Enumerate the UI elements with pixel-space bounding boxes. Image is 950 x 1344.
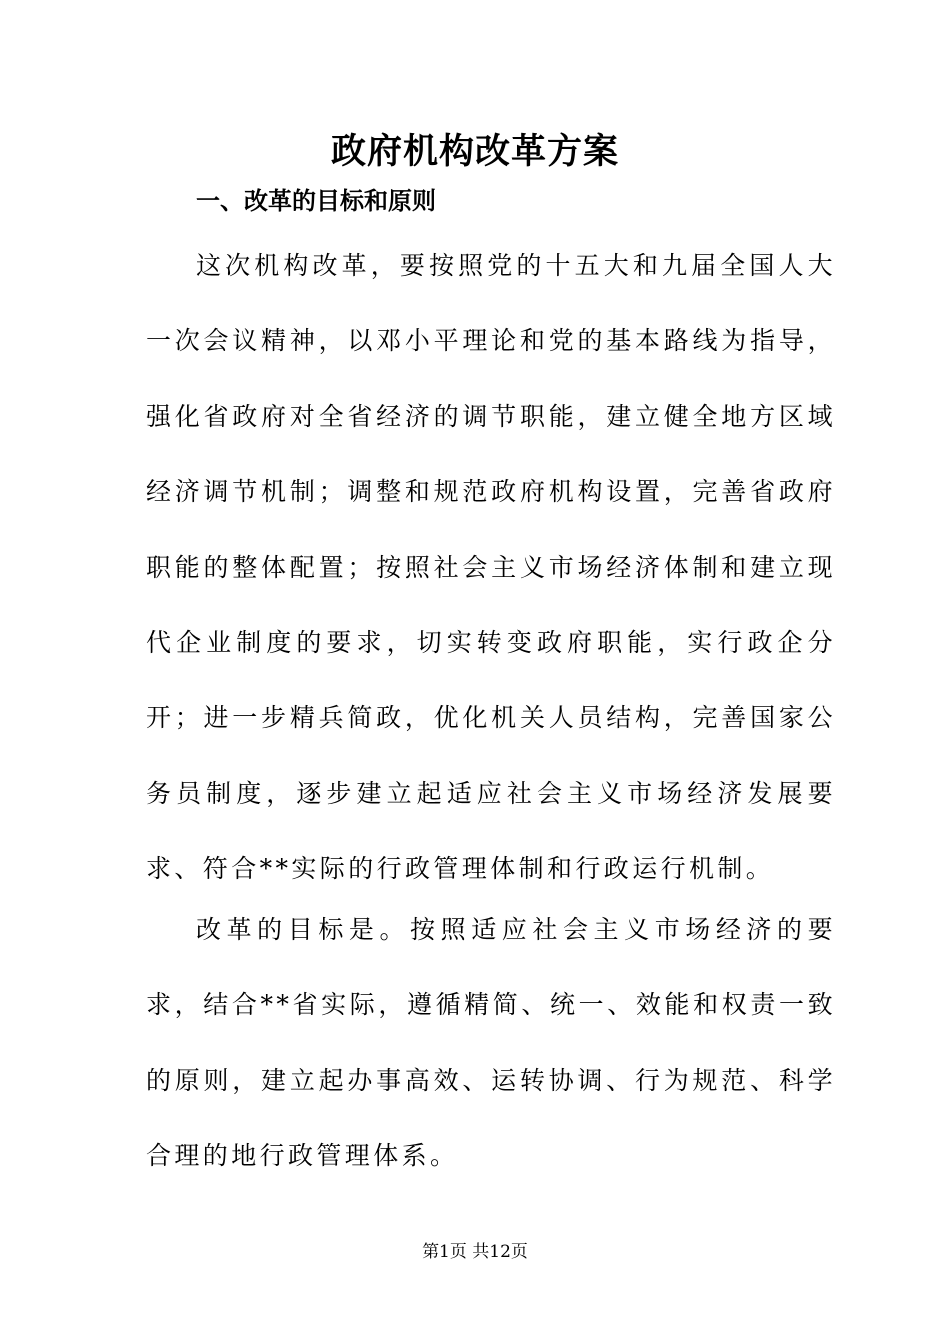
section-heading: 一、改革的目标和原则	[196, 187, 436, 215]
paragraph: 这次机构改革，要按照党的十五大和九届全国人大一次会议精神，以邓小平理论和党的基本路线为指导，强化省政府对全省经济的调节职能，建立健全地方区域经济调节机制；调整和规范政府机构设置，完善省政府职能的整体配置；按照社会主义市场经济体制和建立现代企业制度的要求，切实转变政府职能，实行政企分开；进一步精兵简政，优化机关人员结构，完善国家公务员制度，逐步建立起适应社会主义市场经济发展要求、符合**实际的行政管理体制和行政运行机制。	[146, 251, 836, 884]
paragraph: 改革的目标是。按照适应社会主义市场经济的要求，结合**省实际，遵循精简、统一、效能和权责一致的原则，建立起办事高效、运转协调、行为规范、科学合理的地行政管理体系。	[146, 915, 836, 1171]
document-title: 政府机构改革方案	[330, 131, 619, 172]
page-footer: 第1页 共12页	[422, 1242, 528, 1262]
